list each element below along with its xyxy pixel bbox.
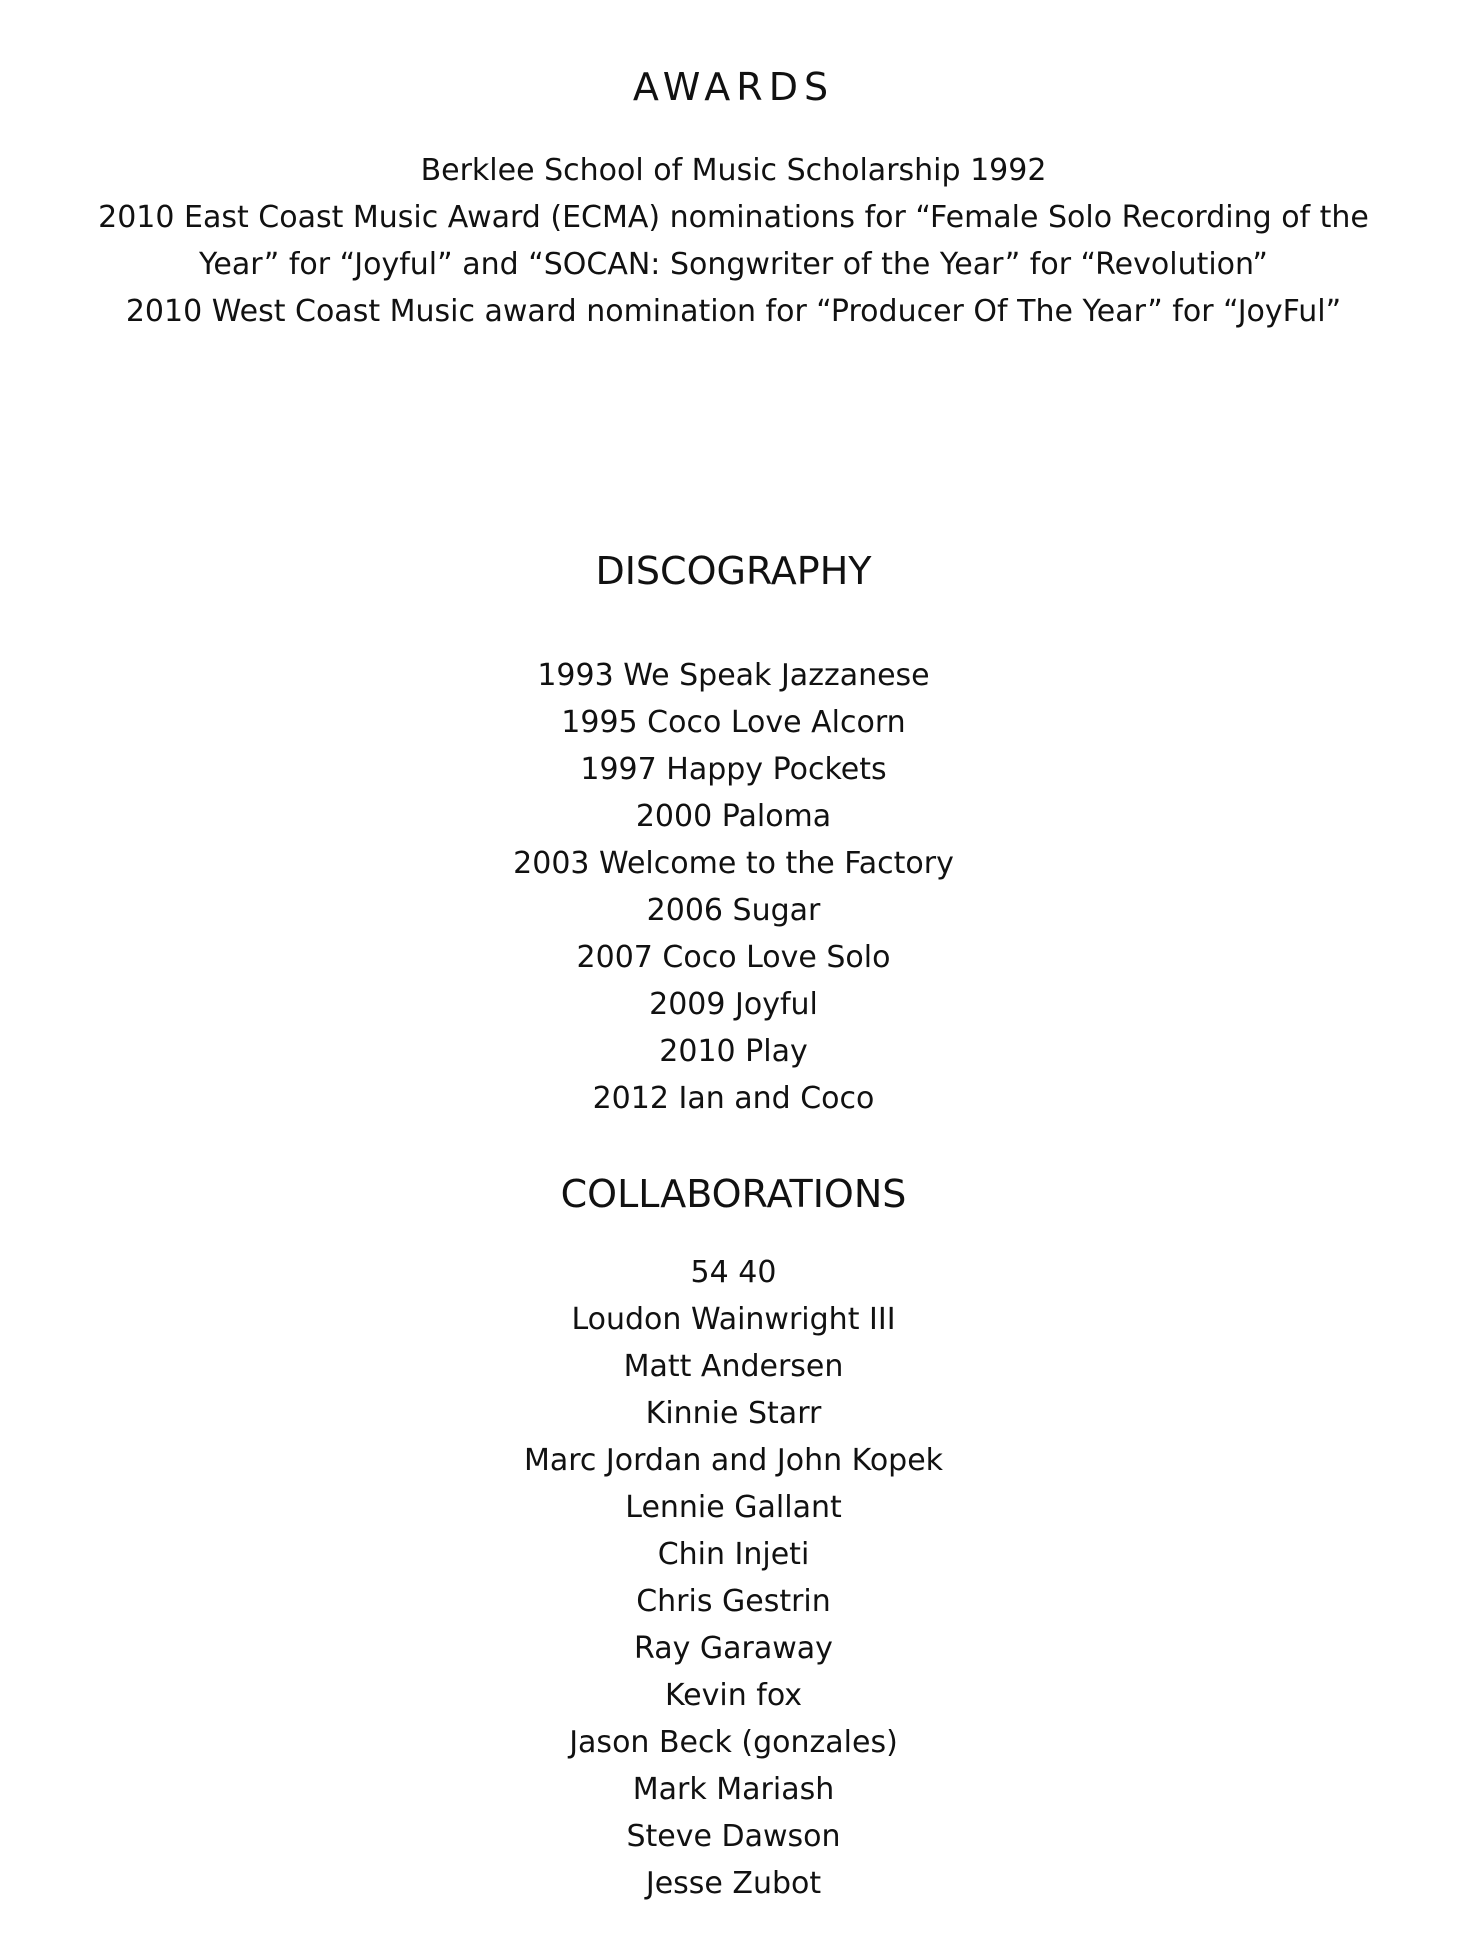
album-item: 2012 Ian and Coco xyxy=(592,1081,875,1116)
collaborator-item: Steve Dawson xyxy=(626,1819,841,1854)
album-item: 2003 Welcome to the Factory xyxy=(513,846,954,881)
award-item: Berklee School of Music Scholarship 1992 xyxy=(420,153,1047,188)
award-item: 2010 East Coast Music Award (ECMA) nominations for “Female Solo Recording of the Year” for “Joyful” and “SOCAN: Songwriter of the Year” for “Revolution” xyxy=(98,200,1369,282)
collaborations-section xyxy=(0,1171,1467,1907)
awards-list xyxy=(84,147,1384,335)
discography-heading: DISCOGRAPHY xyxy=(595,549,872,593)
collaborator-item: Mark Mariash xyxy=(632,1772,835,1807)
collaborations-heading: COLLABORATIONS xyxy=(560,1172,907,1216)
album-item: 2006 Sugar xyxy=(646,893,821,928)
award-item: 2010 West Coast Music award nomination for “Producer Of The Year” for “JoyFul” xyxy=(125,294,1342,329)
album-item: 2009 Joyful xyxy=(649,987,818,1022)
discography-list xyxy=(0,652,1467,1122)
collaborator-item: 54 40 xyxy=(690,1255,777,1290)
collaborator-item: Chin Injeti xyxy=(657,1537,810,1572)
awards-heading: AWARDS xyxy=(632,65,835,109)
album-item: 1997 Happy Pockets xyxy=(580,752,887,787)
album-item: 1995 Coco Love Alcorn xyxy=(561,705,906,740)
collaborator-item: Kevin fox xyxy=(664,1678,803,1713)
collaborator-item: Loudon Wainwright III xyxy=(571,1302,896,1337)
album-item: 2010 Play xyxy=(659,1034,808,1069)
collaborator-item: Jesse Zubot xyxy=(645,1866,822,1901)
collaborations-list xyxy=(0,1249,1467,1907)
collaborator-item: Kinnie Starr xyxy=(645,1396,822,1431)
collaborator-item: Matt Andersen xyxy=(623,1349,844,1384)
collaborator-item: Chris Gestrin xyxy=(636,1584,831,1619)
album-item: 2000 Paloma xyxy=(635,799,832,834)
awards-section xyxy=(0,64,1467,335)
collaborator-item: Ray Garaway xyxy=(634,1631,833,1666)
album-item: 2007 Coco Love Solo xyxy=(576,940,891,975)
collaborator-item: Marc Jordan and John Kopek xyxy=(523,1443,944,1478)
discography-section xyxy=(0,548,1467,1122)
collaborator-item: Lennie Gallant xyxy=(625,1490,842,1525)
collaborator-item: Jason Beck (gonzales) xyxy=(569,1725,898,1760)
album-item: 1993 We Speak Jazzanese xyxy=(537,658,930,693)
